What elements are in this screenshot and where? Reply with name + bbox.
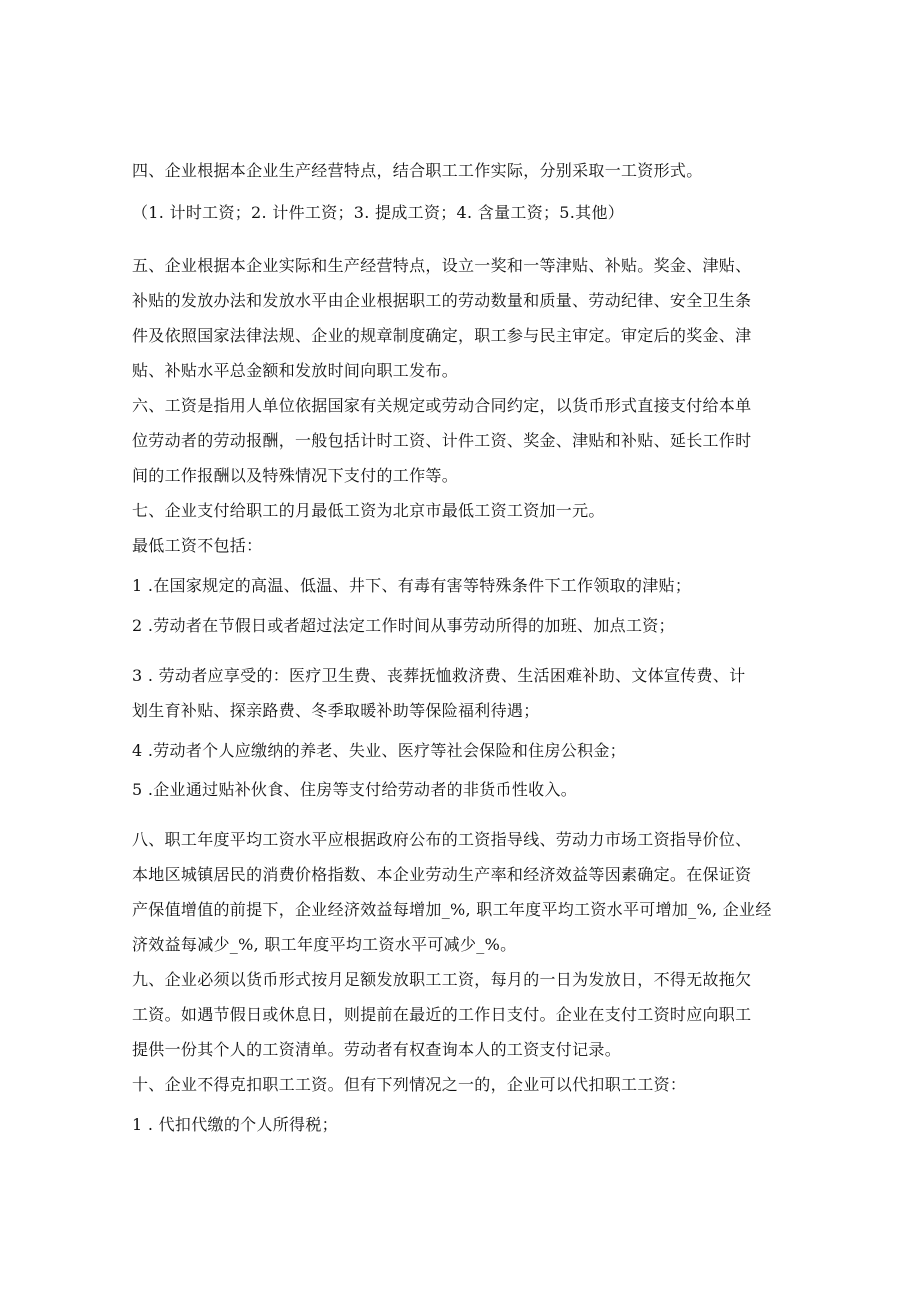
list-item: 5 .企业通过贴补伙食、住房等支付给劳动者的非货币性收入。 bbox=[132, 780, 578, 799]
paragraph-line: （1. 计时工资；2. 计件工资；3. 提成工资；4. 含量工资；5.其他） bbox=[132, 203, 625, 222]
paragraph-line: 十、企业不得克扣职工工资。但有下列情况之一的，企业可以代扣职工工资： bbox=[132, 1075, 687, 1094]
paragraph-line: 五、企业根据本企业实际和生产经营特点，设立一奖和一等津贴、补贴。奖金、津贴、 bbox=[132, 256, 752, 275]
paragraph-line: 划生育补贴、探亲路费、冬季取暖补助等保险福利待遇； bbox=[132, 701, 540, 720]
list-item: 3 . 劳动者应享受的：医疗卫生费、丧葬抚恤救济费、生活困难补助、文体宣传费、计 bbox=[132, 666, 746, 685]
paragraph-line: 七、企业支付给职工的月最低工资为北京市最低工资工资加一元。 bbox=[132, 501, 605, 520]
paragraph-line: 四、企业根据本企业生产经营特点，结合职工工作实际，分别采取一工资形式。 bbox=[132, 161, 703, 180]
list-item: 1 .在国家规定的高温、低温、井下、有毒有害等特殊条件下工作领取的津贴； bbox=[132, 576, 692, 595]
list-item: 1 . 代扣代缴的个人所得税； bbox=[132, 1115, 338, 1134]
paragraph-line: 工资。如遇节假日或休息日，则提前在最近的工作日支付。企业在支付工资时应向职工 bbox=[132, 1005, 752, 1024]
paragraph-line: 最低工资不包括： bbox=[132, 536, 263, 555]
paragraph-line: 提供一份其个人的工资清单。劳动者有权查询本人的工资支付记录。 bbox=[132, 1040, 622, 1059]
paragraph-line: 件及依照国家法律法规、企业的规章制度确定，职工参与民主审定。审定后的奖金、津 bbox=[132, 326, 752, 345]
paragraph-line: 补贴的发放办法和发放水平由企业根据职工的劳动数量和质量、劳动纪律、安全卫生条 bbox=[132, 291, 752, 310]
paragraph-line: 济效益每减少_%, 职工年度平均工资水平可减少_%。 bbox=[132, 935, 517, 954]
paragraph-line: 间的工作报酬以及特殊情况下支付的工作等。 bbox=[132, 466, 459, 485]
paragraph-line: 本地区城镇居民的消费价格指数、本企业劳动生产率和经济效益等因素确定。在保证资 bbox=[132, 865, 752, 884]
paragraph-line: 八、职工年度平均工资水平应根据政府公布的工资指导线、劳动力市场工资指导价位、 bbox=[132, 830, 752, 849]
paragraph-line: 九、企业必须以货币形式按月足额发放职工工资，每月的一日为发放日，不得无故拖欠 bbox=[132, 970, 752, 989]
paragraph-line: 产保值增值的前提下，企业经济效益每增加_%, 职工年度平均工资水平可增加_%, 企业经 bbox=[132, 900, 772, 919]
list-item: 4 .劳动者个人应缴纳的养老、失业、医疗等社会保险和住房公积金； bbox=[132, 741, 626, 760]
paragraph-line: 贴、补贴水平总金额和发放时间向职工发布。 bbox=[132, 361, 459, 380]
paragraph-line: 位劳动者的劳动报酬，一般包括计时工资、计件工资、奖金、津贴和补贴、延长工作时 bbox=[132, 431, 752, 450]
list-item: 2 .劳动者在节假日或者超过法定工作时间从事劳动所得的加班、加点工资； bbox=[132, 616, 675, 635]
paragraph-line: 六、工资是指用人单位依据国家有关规定或劳动合同约定，以货币形式直接支付给本单 bbox=[132, 396, 752, 415]
